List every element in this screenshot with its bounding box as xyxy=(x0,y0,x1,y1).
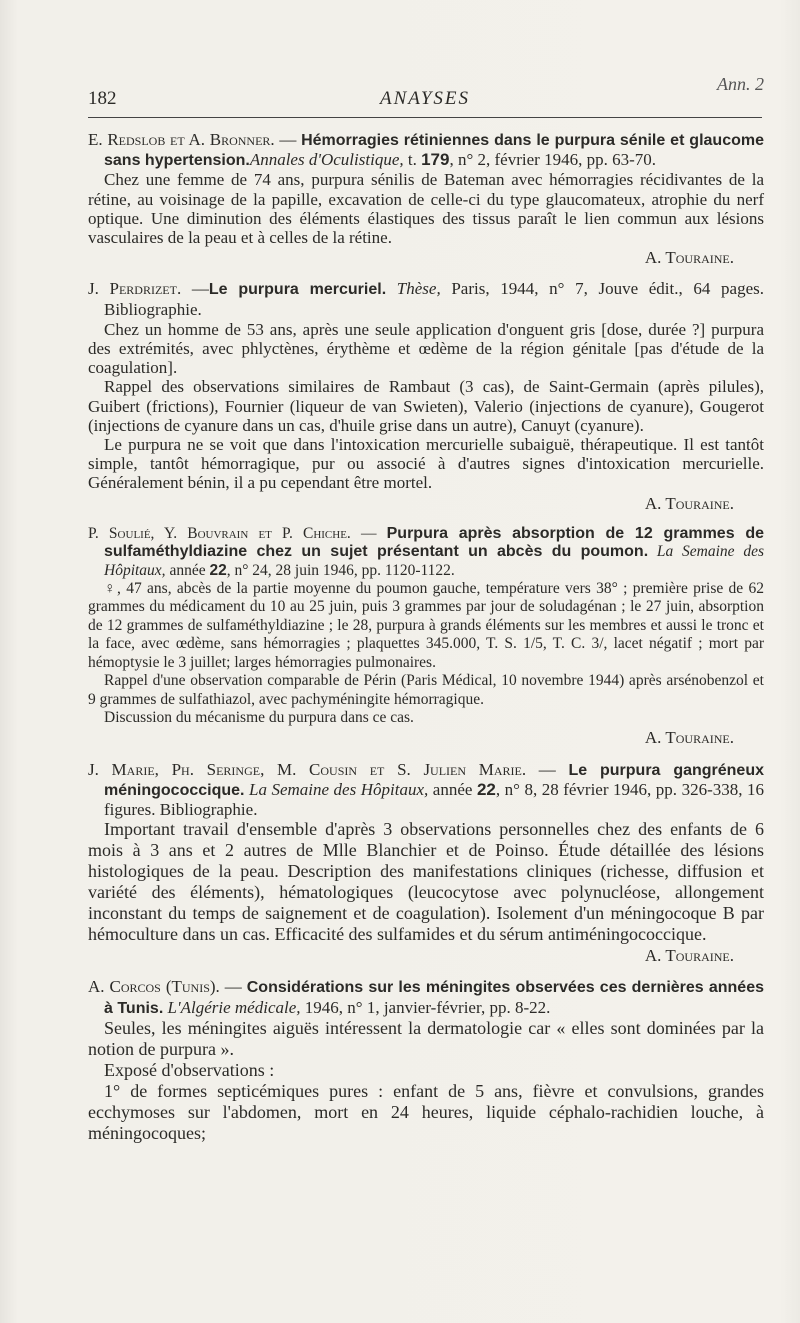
paragraph: Important travail d'ensemble d'après 3 observations personnelles chez des enfants de 6 mois à 3 ans et 2 autres de Mlle Blanchier et de Poinso. Étude détaillée des lésions histologiques de la peau. Description des manifestations cliniques (richesse, diffusion et variété des éléments), hématologiques (leucocytose avec polynucléose, allongement inconstant du temps de saignement et de coagulation). Isolement d'un méningocoque B par hémoculture dans un cas. Efficacité des sulfamides et du sérum antiméningococcique. xyxy=(88,819,764,945)
review-entry xyxy=(88,760,764,966)
paragraph: Rappel des observations similaires de Rambaut (3 cas), de Saint-Germain (après pilules), Guibert (frictions), Fournier (liqueur de van Swieten), Valerio (injections de cyanure), Gougerot (injections de cyanure dans un cas, d'huile grise dans un autre), Canuyt (cyanure). xyxy=(88,377,764,435)
signature: A. Touraine. xyxy=(644,248,734,268)
review-entry xyxy=(88,279,764,512)
page-content xyxy=(88,130,764,1156)
reference: , n° 2, février 1946, pp. 63-70. xyxy=(449,150,656,170)
authors: J. Perdrizet. — xyxy=(88,279,209,299)
article-title: Hémorragies rétiniennes dans le purpura sénile et glaucome sans hypertension. xyxy=(104,132,764,170)
journal: L'Algérie médicale, xyxy=(163,997,301,1017)
paragraph: Le purpura ne se voit que dans l'intoxication mercurielle subaiguë, thérapeutique. Il est tantôt simple, tantôt hémorragique, pur ou associé à d'autres signes d'intoxication mercurielle. Généralement bénin, il a pu cependant être mortel. xyxy=(88,435,764,493)
paragraph: Exposé d'observations : xyxy=(104,1059,275,1080)
running-head: ANAYSES xyxy=(379,88,470,109)
paragraph: Chez une femme de 74 ans, purpura sénilis de Bateman avec hémorragies récidivantes de la rétine, au voisinage de la papille, excavation de celle-ci du type glaucomateux, atrophie du nerf optique. Une diminution des éléments élastiques des tissus paraît le lien commun aux lésions vasculaires de la peau et à celles de la rétine. xyxy=(88,170,764,248)
reference: 1946, n° 1, janvier-février, pp. 8-22. xyxy=(300,997,551,1017)
review-entry xyxy=(88,525,764,748)
volume: 179 xyxy=(421,150,450,170)
reference: année xyxy=(165,561,210,579)
citation xyxy=(88,760,764,820)
reference: année xyxy=(428,779,477,799)
authors: A. Corcos (Tunis). — xyxy=(88,977,247,997)
signature: A. Touraine. xyxy=(644,946,734,966)
paragraph: Seules, les méningites aiguës intéressent la dermatologie car « elles sont dominées par la notion de purpura ». xyxy=(88,1017,764,1059)
authors: J. Marie, Ph. Seringe, M. Cousin et S. Julien Marie. — xyxy=(88,759,569,779)
paragraph: ♀, 47 ans, abcès de la partie moyenne du poumon gauche, température vers 38° ; première prise de 62 grammes du médicament du 10 au 25 juin, puis 3 grammes par jour de soludagénan ; le 27 juin, absorption de 12 grammes de sulfaméthyldiazine ; le 28, purpura à grands éléments sur les membres et aussi le tronc et la face, avec œdème, sans hémorragies ; plaquettes 345.000, T. S. 1/5, T. C. 3/, lacet négatif ; mort par hémoptysie le 3 juillet; larges hémorragies pulmonaires. xyxy=(88,580,764,671)
citation xyxy=(88,279,764,318)
volume: 22 xyxy=(209,561,227,579)
paragraph: Chez un homme de 53 ans, après une seule application d'onguent gris [dose, durée ?] purpura des extrémités, avec phlyctènes, érythème et œdème de la région génitale [pas d'étude de la coagulation]. xyxy=(88,319,764,378)
review-entry xyxy=(88,977,764,1143)
reference: Paris, 1944, n° 7, Jouve édit., 64 pages. Bibliographie. xyxy=(104,279,764,319)
journal: La Semaine des Hôpitaux, xyxy=(104,543,764,579)
paragraph: 1° de formes septicémiques pures : enfant de 5 ans, fièvre et convulsions, grandes ecchymoses sur l'abdomen, mort en 24 heures, liquide céphalo-rachidien louche, à méningocoques; xyxy=(88,1080,764,1143)
citation xyxy=(88,525,764,580)
article-title: Considérations sur les méningites observées ces dernières années à Tunis. xyxy=(104,979,765,1017)
article-title: Le purpura gangréneux méningococcique. xyxy=(104,761,765,799)
page-number: 182 xyxy=(88,88,117,109)
header-rule xyxy=(88,117,762,118)
reference: , n° 24, 28 juin 1946, pp. 1120-1122. xyxy=(226,561,455,579)
article-title: Le purpura mercuriel. xyxy=(208,281,387,299)
page-header xyxy=(88,88,762,116)
volume: 22 xyxy=(476,779,496,799)
citation xyxy=(88,977,764,1017)
journal: La Semaine des Hôpitaux, xyxy=(244,779,429,799)
citation xyxy=(88,130,764,170)
review-entry xyxy=(88,130,764,267)
journal: Annales d'Oculistique, xyxy=(249,150,404,170)
reference: , n° 8, 28 février 1946, pp. 326-338, 16 figures. Bibliographie. xyxy=(104,779,764,819)
authors: E. Redslob et A. Bronner. — xyxy=(88,130,302,149)
running-note: Ann. 2 xyxy=(717,74,764,94)
paragraph: Rappel d'une observation comparable de Périn (Paris Médical, 10 novembre 1944) après arsénobenzol et 9 grammes de sulfathiazol, avec pachyméningite hémorragique. xyxy=(88,672,764,708)
paragraph: Discussion du mécanisme du purpura dans ce cas. xyxy=(104,708,414,726)
journal: Thèse, xyxy=(386,279,441,299)
signature: A. Touraine. xyxy=(644,728,734,748)
signature: A. Touraine. xyxy=(644,493,734,513)
article-title: Purpura après absorption de 12 grammes de sulfaméthyldiazine chez un sujet présentant un abcès du poumon. xyxy=(104,524,764,561)
authors: P. Soulié, Y. Bouvrain et P. Chiche. — xyxy=(88,524,387,542)
reference: t. xyxy=(403,150,422,170)
